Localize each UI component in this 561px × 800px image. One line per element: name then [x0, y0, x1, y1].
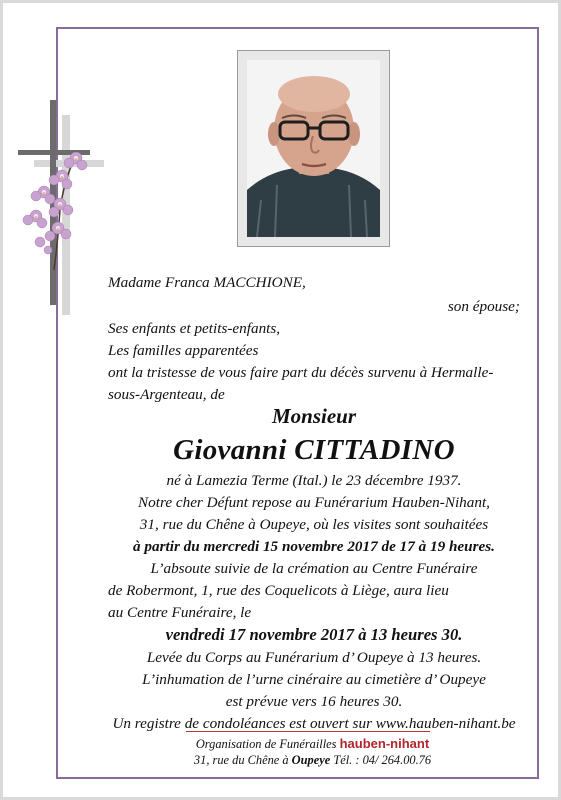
- family-line-3: ont la tristesse de vous faire part du décès survenu à Hermalle-: [108, 364, 494, 381]
- visits-schedule: à partir du mercredi 15 novembre 2017 de 17 à 19 heures.: [133, 538, 495, 555]
- spouse-name: Madame Franca MACCHIONE,: [108, 274, 306, 291]
- footer-organisation: [140, 735, 485, 753]
- rest-info-2: 31, rue du Chêne à Oupeye, où les visites sont souhaitées: [139, 516, 489, 533]
- family-line-2: Les familles apparentées: [108, 342, 259, 359]
- footer-org-label: Organisation de Funérailles: [195, 737, 337, 751]
- portrait-frame: [237, 50, 390, 247]
- spouse-role: son épouse;: [447, 298, 520, 315]
- family-line-1: Ses enfants et petits-enfants,: [108, 320, 281, 337]
- ceremony-date: vendredi 17 novembre 2017 à 13 heures 30.: [165, 625, 463, 644]
- rest-info-1: Notre cher Défunt repose au Funérarium Hauben-Nihant,: [138, 494, 490, 511]
- footer-divider: [186, 731, 430, 732]
- inhumation-info-2: est prévue vers 16 heures 30.: [225, 693, 403, 710]
- portrait-photo: [247, 60, 380, 237]
- condolence-register: Un registre de condoléances est ouvert sur www.hauben-nihant.be: [112, 715, 516, 732]
- brand-logo-text: hauben-nihant: [339, 736, 430, 751]
- footer-address-town: Oupeye: [291, 753, 331, 767]
- footer-address: [140, 752, 485, 769]
- levee-info: Levée du Corps au Funérarium d’ Oupeye à 13 heures.: [146, 649, 482, 666]
- inhumation-info-1: L’inhumation de l’urne cinéraire au cimetière d’ Oupeye: [142, 671, 486, 688]
- deceased-honorific: Monsieur: [271, 404, 357, 428]
- absoute-info-3: au Centre Funéraire, le: [108, 604, 252, 621]
- cross-with-orchid-icon: [14, 100, 106, 315]
- footer-phone: Tél. : 04/ 264.00.76: [333, 753, 432, 767]
- deceased-name: Giovanni CITTADINO: [173, 434, 455, 466]
- absoute-info-1: L’absoute suivie de la crémation au Centre Funéraire: [150, 560, 478, 577]
- absoute-info-2: de Robermont, 1, rue des Coquelicots à Liège, aura lieu: [108, 582, 449, 599]
- footer-address-prefix: 31, rue du Chêne à: [193, 753, 289, 767]
- family-line-4: sous-Argenteau, de: [108, 386, 225, 403]
- birth-info: né à Lamezia Terme (Ital.) le 23 décembre 1937.: [166, 472, 462, 489]
